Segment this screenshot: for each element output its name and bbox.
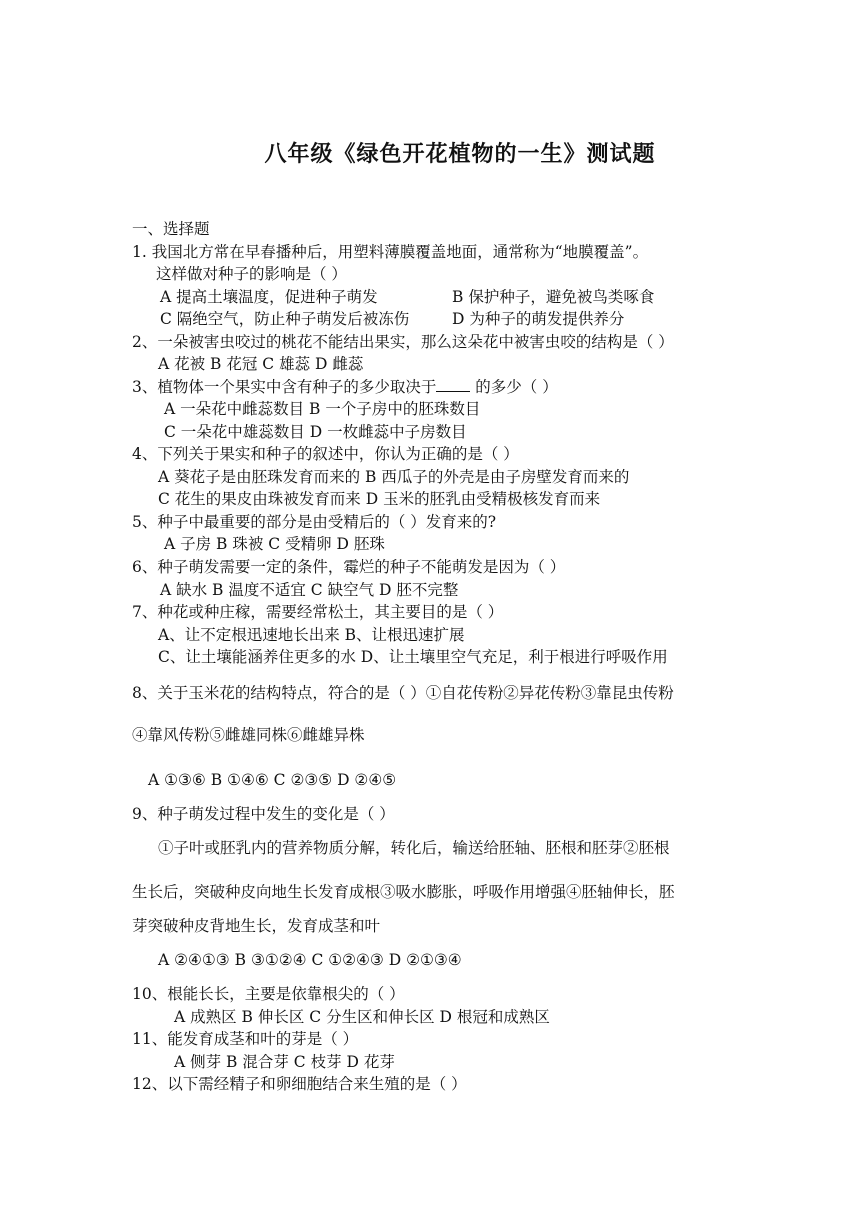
q1-stem-line1: 1. 我国北方常在早春播种后，用塑料薄膜覆盖地面，通常称为“地膜覆盖”。 bbox=[132, 243, 649, 261]
q4-stem: 4、下列关于果实和种子的叙述中，你认为正确的是（ ） bbox=[132, 445, 519, 463]
q9-body-line1: ①子叶或胚乳内的营养物质分解，转化后，输送给胚轴、胚根和胚芽②胚根 bbox=[158, 839, 670, 857]
q8-stem-line1: 8、关于玉米花的结构特点，符合的是（ ）①自花传粉②异花传粉③靠昆虫传粉 bbox=[132, 684, 674, 702]
q9-stem: 9、种子萌发过程中发生的变化是（ ） bbox=[132, 805, 395, 823]
q1-option-c: C 隔绝空气，防止种子萌发后被冻伤 bbox=[160, 310, 410, 328]
q1-option-b: B 保护种子，避免被鸟类啄食 bbox=[452, 288, 655, 306]
q1-option-a: A 提高土壤温度，促进种子萌发 bbox=[160, 288, 378, 306]
q6-options: A 缺水 B 温度不适宜 C 缺空气 D 胚不完整 bbox=[160, 581, 459, 599]
q7-stem: 7、种花或种庄稼，需要经常松土，其主要目的是（ ） bbox=[132, 603, 504, 621]
q7-options-2: C、让土壤能涵养住更多的水 D、让土壤里空气充足，利于根进行呼吸作用 bbox=[158, 648, 668, 666]
q1-stem-line2: 这样做对种子的影响是（ ） bbox=[156, 265, 347, 283]
q9-body-line2: 生长后，突破种皮向地生长发育成根③吸水膨胀，呼吸作用增强④胚轴伸长，胚 bbox=[132, 883, 675, 901]
q12-stem: 12、以下需经精子和卵细胞结合来生殖的是（ ） bbox=[132, 1075, 467, 1093]
q8-options: A ①③⑥ B ①④⑥ C ②③⑤ D ②④⑤ bbox=[148, 771, 397, 789]
q5-options: A 子房 B 珠被 C 受精卵 D 胚珠 bbox=[164, 535, 385, 553]
section-heading: 一、选择题 bbox=[132, 220, 210, 238]
q11-options: A 侧芽 B 混合芽 C 枝芽 D 花芽 bbox=[174, 1053, 395, 1071]
q3-stem: 3、植物体一个果实中含有种子的多少取决于 的多少（ ） bbox=[132, 378, 558, 396]
fill-blank bbox=[436, 377, 470, 392]
q11-stem: 11、能发育成茎和叶的芽是（ ） bbox=[132, 1030, 359, 1048]
page-title: 八年级《绿色开花植物的一生》测试题 bbox=[264, 142, 656, 167]
q2-stem: 2、一朵被害虫咬过的桃花不能结出果实，那么这朵花中被害虫咬的结构是（ ） bbox=[132, 333, 674, 351]
q2-options: A 花被 B 花冠 C 雄蕊 D 雌蕊 bbox=[158, 355, 364, 373]
q3-options-1: A 一朵花中雌蕊数目 B 一个子房中的胚珠数目 bbox=[164, 400, 481, 418]
q8-stem-line2: ④靠风传粉⑤雌雄同株⑥雌雄异株 bbox=[132, 726, 365, 744]
q10-options: A 成熟区 B 伸长区 C 分生区和伸长区 D 根冠和成熟区 bbox=[174, 1008, 550, 1026]
q3-options-2: C 一朵花中雄蕊数目 D 一枚雌蕊中子房数目 bbox=[164, 423, 467, 441]
q1-option-d: D 为种子的萌发提供养分 bbox=[452, 310, 625, 328]
q9-body-line3: 芽突破种皮背地生长，发育成茎和叶 bbox=[132, 917, 381, 935]
q4-options-1: A 葵花子是由胚珠发育而来的 B 西瓜子的外壳是由子房壁发育而来的 bbox=[158, 468, 630, 486]
q6-stem: 6、种子萌发需要一定的条件，霉烂的种子不能萌发是因为（ ） bbox=[132, 558, 566, 576]
q9-options: A ②④①③ B ③①②④ C ①②④③ D ②①③④ bbox=[158, 951, 462, 969]
q4-options-2: C 花生的果皮由珠被发育而来 D 玉米的胚乳由受精极核发育而来 bbox=[158, 490, 601, 508]
q7-options-1: A、让不定根迅速地长出来 B、让根迅速扩展 bbox=[158, 626, 465, 644]
q5-stem: 5、种子中最重要的部分是由受精后的（ ）发育来的? bbox=[132, 513, 497, 531]
q10-stem: 10、根能长长，主要是依靠根尖的（ ） bbox=[132, 985, 405, 1003]
